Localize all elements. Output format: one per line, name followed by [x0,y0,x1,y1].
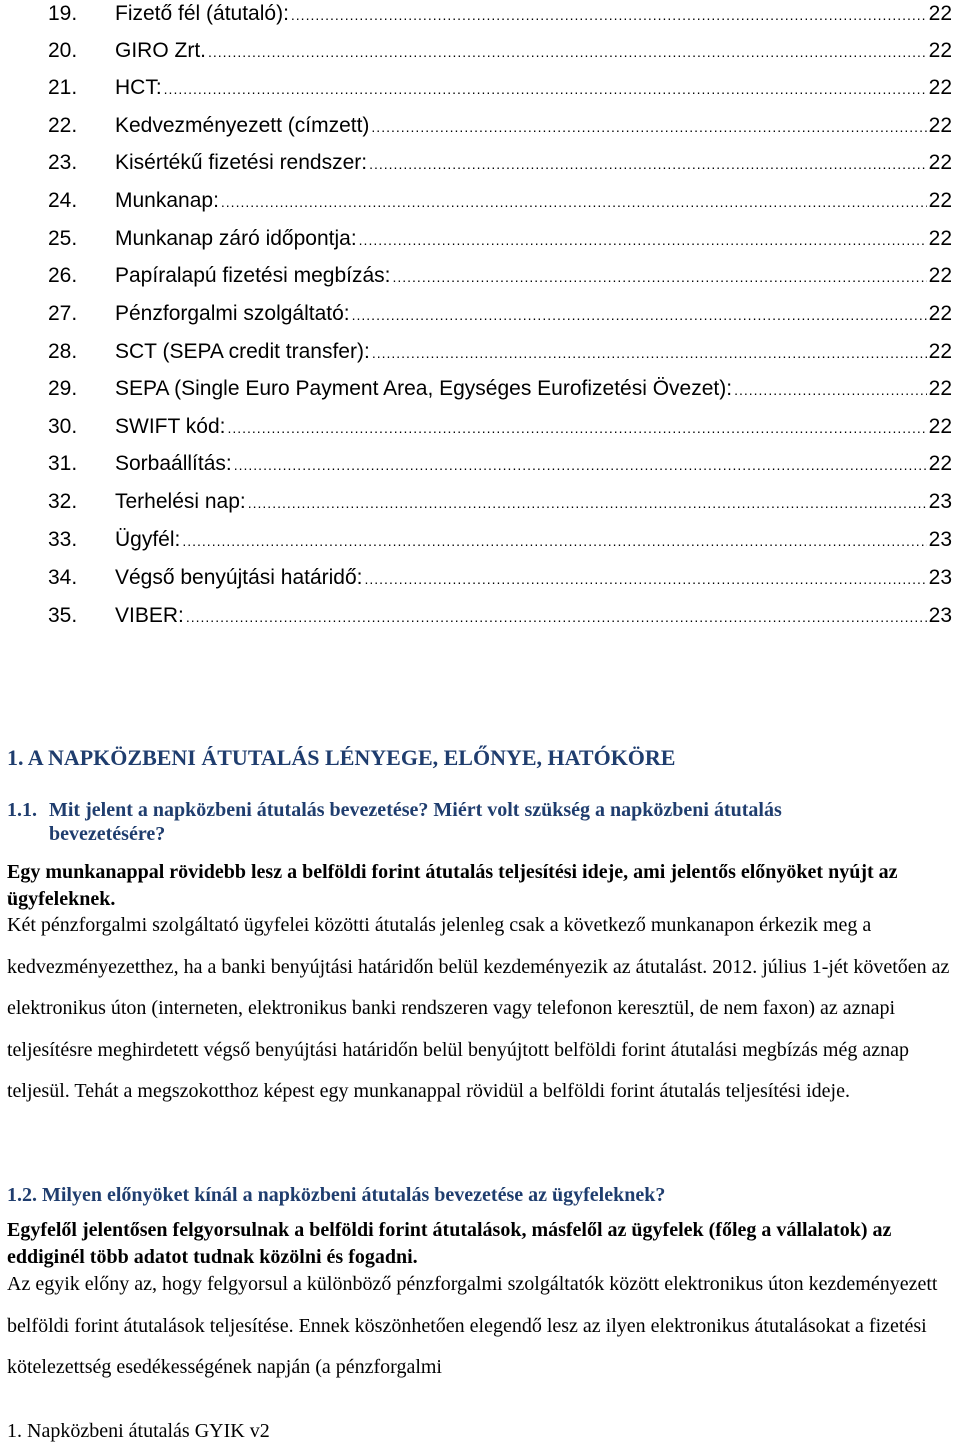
toc-entry-title: Papíralapú fizetési megbízás: [115,264,391,287]
toc-entry-page: 22 [928,452,952,475]
toc-entry-page: 22 [928,415,952,438]
toc-entry-page: 22 [928,302,952,325]
toc-leader-dots [208,34,927,70]
toc-entry-page: 22 [928,340,952,363]
toc-entry-page: 23 [928,566,952,589]
toc-leader-dots [248,485,927,521]
toc-entry-title: Végső benyújtási határidő: [115,566,363,589]
toc-entry[interactable] [0,70,960,106]
toc-entry-title: Pénzforgalmi szolgáltató: [115,302,350,325]
toc-entry-title: Sorbaállítás: [115,452,232,475]
toc-entry[interactable] [0,258,960,294]
toc-entry-title: SCT (SEPA credit transfer): [115,340,370,363]
toc-leader-dots [164,71,927,107]
toc-entry[interactable] [0,598,960,634]
toc-leader-dots [365,561,927,597]
toc-leader-dots [371,109,926,145]
toc-entry-title: VIBER: [115,604,184,627]
toc-entry-number: 27. [48,302,78,325]
toc-entry[interactable] [0,296,960,332]
question-number: 1.1. [7,799,37,821]
question-text-line2: bevezetésére? [49,823,166,845]
toc-entry[interactable] [0,334,960,370]
toc-entry-page: 22 [928,264,952,287]
toc-entry-page: 23 [928,490,952,513]
toc-leader-dots [392,259,926,295]
toc-leader-dots [369,146,927,182]
question-heading-1-1 [7,798,955,846]
toc-leader-dots [186,599,927,635]
toc-entry-number: 19. [48,2,78,25]
toc-entry[interactable] [0,221,960,257]
toc-entry-title: SEPA (Single Euro Payment Area, Egységes Eurofizetési Övezet): [115,377,733,400]
toc-entry-page: 22 [928,227,952,250]
toc-entry-number: 25. [48,227,78,250]
toc-entry-title: Terhelési nap: [115,490,246,513]
question-heading-1-2: 1.2. Milyen előnyöket kínál a napközbeni átutalás bevezetése az ügyfeleknek? [7,1184,666,1206]
answer-lead-1-1: Egy munkanappal rövidebb lesz a belföldi forint átutalás teljesítési ideje, ami jelentős előnyöket nyújt az ügyfeleknek. [7,861,898,910]
toc-entry[interactable] [0,183,960,219]
answer-body-1-2: Az egyik előny az, hogy felgyorsul a különböző pénzforgalmi szolgáltatók között elektronikus úton kezdeményezett belföldi forint átutalások teljesítése. Ennek köszönhetően elegendő lesz az ilyen elektronikus átutalásokat a fizetési kötelezettség esedékességének napján (a pénzforgalmi [7,1273,938,1378]
toc-leader-dots [221,184,927,220]
toc-entry-page: 23 [928,604,952,627]
toc-entry[interactable] [0,108,960,144]
toc-leader-dots [359,222,927,258]
toc-leader-dots [372,335,927,371]
toc-entry-number: 23. [48,151,78,174]
answer-lead-1-2: Egyfelől jelentősen felgyorsulnak a belföldi forint átutalások, másfelől az ügyfelek (főleg a vállalatok) az eddiginél több adatot tudnak közölni és fogadni. [7,1219,892,1268]
toc-entry-page: 23 [928,528,952,551]
toc-entry-page: 22 [928,151,952,174]
toc-entry-number: 31. [48,452,78,475]
question-text-line1: Mit jelent a napközbeni átutalás bevezetése? Miért volt szükség a napközbeni átutalás [49,799,782,821]
toc-entry-page: 22 [928,114,952,137]
toc-leader-dots [291,0,927,33]
toc-entry-number: 34. [48,566,78,589]
section-heading: 1. A NAPKÖZBENI ÁTUTALÁS LÉNYEGE, ELŐNYE, HATÓKÖRE [7,745,676,770]
toc-entry[interactable] [0,0,960,32]
toc-entry-number: 26. [48,264,78,287]
toc-entry[interactable] [0,145,960,181]
toc-entry-number: 24. [48,189,78,212]
answer-body-1-1: Két pénzforgalmi szolgáltató ügyfelei közötti átutalás jelenleg csak a következő munkanapon érkezik meg a kedvezményezetthez, ha a banki benyújtási határidőn belül kezdeményezik az átutalást. 2012. július 1-jét követően az elektronikus úton (interneten, elektronikus banki rendszeren vagy telefonon keresztül, de nem faxon) az aznapi teljesítésre meghirdetett végső benyújtási határidőn belül benyújtott belföldi forint átutalási megbízás még aznap teljesül. Tehát a megszokotthoz képest egy munkanappal rövidül a belföldi forint átutalás teljesítési ideje. [7,914,950,1102]
toc-entry-page: 22 [928,2,952,25]
toc-entry[interactable] [0,560,960,596]
toc-entry-title: Fizető fél (átutaló): [115,2,289,25]
toc-entry-number: 20. [48,39,78,62]
toc-entry-number: 33. [48,528,78,551]
toc-entry-number: 32. [48,490,78,513]
toc-entry-title: SWIFT kód: [115,415,226,438]
toc-entry-page: 22 [928,377,952,400]
toc-entry[interactable] [0,446,960,482]
toc-entry-page: 22 [928,189,952,212]
toc-entry-title: GIRO Zrt. [115,39,206,62]
toc-entry-title: Kedvezményezett (címzett) [115,114,370,137]
toc-entry-number: 28. [48,340,78,363]
toc-entry[interactable] [0,484,960,520]
toc-entry-page: 22 [928,39,952,62]
toc-entry-number: 35. [48,604,78,627]
toc-entry-page: 22 [928,76,952,99]
toc-entry-title: Munkanap záró időpontja: [115,227,357,250]
toc-entry-title: Munkanap: [115,189,219,212]
toc-leader-dots [227,410,926,446]
toc-entry-title: Ügyfél: [115,528,181,551]
toc-entry[interactable] [0,409,960,445]
toc-entry-number: 29. [48,377,78,400]
toc-entry[interactable] [0,522,960,558]
toc-entry-number: 30. [48,415,78,438]
toc-leader-dots [734,372,927,408]
toc-entry-number: 22. [48,114,78,137]
toc-entry-title: Kisértékű fizetési rendszer: [115,151,368,174]
toc-leader-dots [182,523,926,559]
toc-leader-dots [234,447,927,483]
page-footer: 1. Napközbeni átutalás GYIK v2 [7,1420,270,1442]
toc-leader-dots [352,297,927,333]
toc-entry-title: HCT: [115,76,162,99]
toc-entry[interactable] [0,33,960,69]
toc-entry[interactable] [0,371,960,407]
toc-entry-number: 21. [48,76,78,99]
